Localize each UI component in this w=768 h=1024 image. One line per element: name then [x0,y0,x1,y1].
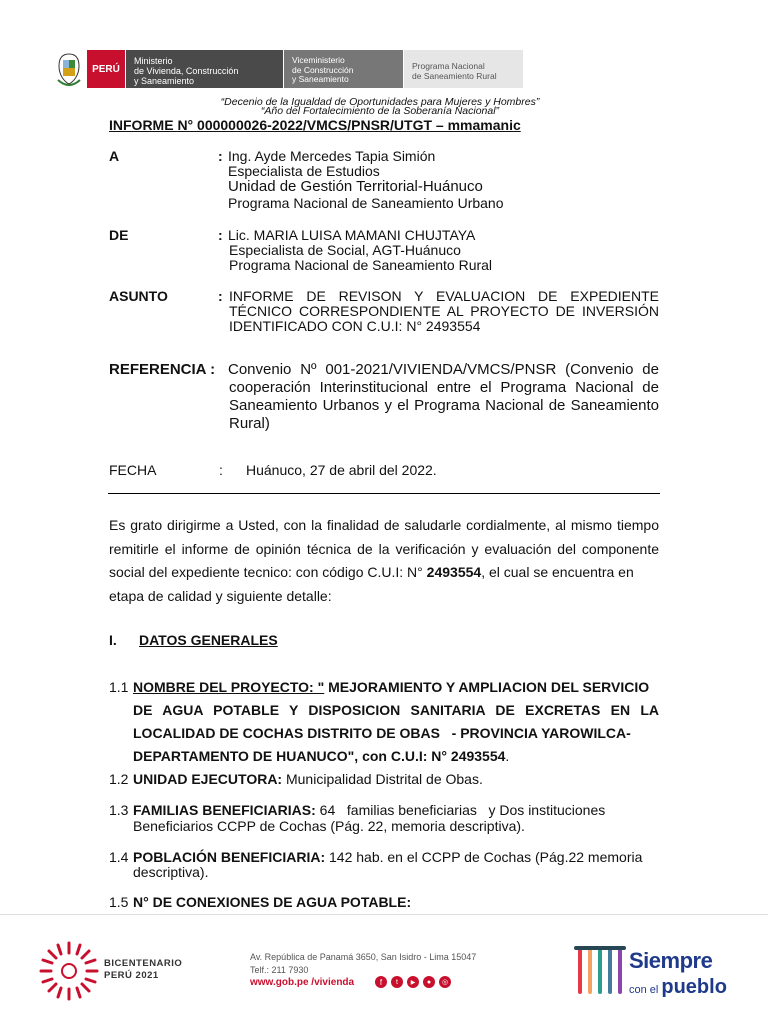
item-1-3-line-1 [133,802,605,818]
from-role: Especialista de Social, AGT-Huánuco [229,242,461,258]
to-program: Programa Nacional de Saneamiento Urbano [228,195,504,211]
item-1-4-number: 1.4 [109,849,129,865]
item-1-4-line-2: descriptiva). [133,864,209,880]
footer-website[interactable]: www.gob.pe /vivienda [250,977,355,988]
intro-line-3 [109,564,659,580]
slogan-year: “Año del Fortalecimiento de la Soberanía Nacional” [260,105,500,117]
report-title: INFORME N° 000000026-2022/VMCS/PNSR/UTGT – mmamanic [109,117,521,133]
subject-colon: : [218,288,223,304]
intro-line-2: remitirle el informe de opinión técnica de la verificación y evaluación del componente [109,541,659,557]
intro-text-a: social del expediente tecnico: con código C.U.I: N° [109,564,427,580]
reference-line-2: cooperación Interinstitucional entre el Programa Nacional de [229,379,659,396]
pueblo-text: pueblo [661,976,727,998]
from-colon: : [218,227,223,243]
date-colon: : [219,462,223,478]
cui-code: 2493554 [426,564,482,580]
intro-line-4: etapa de calidad y siguiente detalle: [109,588,332,604]
con-el-text: con el [629,984,659,996]
siempre-logo-icon [574,942,626,998]
twitter-icon[interactable]: t [391,976,403,988]
social-icons [375,976,451,988]
item-1-5-number: 1.5 [109,894,129,910]
item-1-2-number: 1.2 [109,771,129,787]
coat-of-arms-icon [55,50,83,88]
section-number: I. [109,632,117,648]
item-1-4-line-1 [133,849,642,865]
item-1-1-number: 1.1 [109,679,129,695]
from-name: Lic. MARIA LUISA MAMANI CHUJTAYA [228,227,476,243]
ministry-logo [55,50,523,88]
item-1-2-line [133,771,483,787]
to-unit: Unidad de Gestión Territorial-Huánuco [228,178,483,195]
families-label: FAMILIAS BENEFICIARIAS: [133,802,316,818]
project-name-part-1: MEJORAMIENTO Y AMPLIACION DEL SERVICIO [324,679,650,695]
date-value: Huánuco, 27 de abril del 2022. [246,462,437,478]
subject-line-2: TÉCNICO CORRESPONDIENTE AL PROYECTO DE INVERSIÓN [229,303,659,319]
footer-divider [0,914,768,915]
program-name: Programa Nacional de Saneamiento Rural [403,50,523,88]
date-label: FECHA [109,462,157,478]
to-name: Ing. Ayde Mercedes Tapia Simión [228,148,436,164]
item-1-3-line-2: Beneficiarios CCPP de Cochas (Pág. 22, memoria descriptiva). [133,818,525,834]
subject-line-3: IDENTIFICADO CON C.U.I: N° 2493554 [229,318,481,334]
instagram-icon[interactable]: ◎ [439,976,451,988]
bicentenario-title: BICENTENARIO [104,958,183,969]
item-1-1-line-4 [133,748,509,764]
flickr-icon[interactable]: ● [423,976,435,988]
families-value: 64 familias beneficiarias y Dos instituciones [315,802,606,818]
footer-phone: Telf.: 211 7930 [250,965,309,975]
subject-label: ASUNTO [109,288,168,304]
reference-line-3: Saneamiento Urbanos y el Programa Nacional de Saneamiento [229,397,659,414]
item-1-5-label: N° DE CONEXIONES DE AGUA POTABLE: [133,894,412,910]
bicentenario-emblem-icon [38,940,100,1002]
section-title: DATOS GENERALES [139,632,278,648]
project-name-label: NOMBRE DEL PROYECTO: " [133,679,325,695]
intro-text-c: , el cual se encuentra en [481,564,634,580]
population-value: 142 hab. en el CCPP de Cochas (Pág.22 memoria [325,849,643,865]
reference-line-4: Rural) [229,415,270,432]
from-label: DE [109,227,129,243]
project-name-part-4: DEPARTAMENTO DE HUANUCO", con C.U.I: N° 2493554 [133,748,506,764]
item-1-1-line-1 [133,679,659,695]
population-label: POBLACIÓN BENEFICIARIA: [133,849,326,865]
footer-address: Av. República de Panamá 3650, San Isidro - Lima 15047 [250,952,477,962]
to-label: A [109,148,120,164]
bicentenario-year: PERÚ 2021 [104,970,159,981]
intro-line-1: Es grato dirigirme a Usted, con la finalidad de saludarle cordialmente, al mismo tiempo [109,517,659,533]
youtube-icon[interactable]: ▶ [407,976,419,988]
subject-line-1: INFORME DE REVISON Y EVALUACION DE EXPEDIENTE [229,288,659,304]
slogan-pueblo [629,976,727,999]
item-1-1-line-2: DE AGUA POTABLE Y DISPOSICION SANITARIA DE EXCRETAS EN LA [133,702,659,718]
peru-badge: PERÚ [87,50,125,88]
to-role: Especialista de Estudios [228,163,380,179]
to-colon: : [218,148,223,164]
executing-unit-value: Municipalidad Distrital de Obas. [282,771,483,787]
siempre-text: Siempre [629,948,713,973]
from-program: Programa Nacional de Saneamiento Rural [229,257,493,273]
reference-label: REFERENCIA : [109,361,216,378]
viceministry-name: Viceministerio de Construcción y Saneamiento [283,50,403,88]
project-name-end: . [505,748,510,764]
facebook-icon[interactable]: f [375,976,387,988]
header-divider [108,493,660,494]
slogan-decade: “Decenio de la Igualdad de Oportunidades para Mujeres y Hombres” [220,96,540,108]
ministry-name: Ministerio de Vivienda, Construcción y Saneamiento [125,50,283,88]
item-1-1-line-3: LOCALIDAD DE COCHAS DISTRITO DE OBAS - PROVINCIA YAROWILCA- [133,725,631,741]
item-1-3-number: 1.3 [109,802,129,818]
reference-line-1: Convenio Nº 001-2021/VIVIENDA/VMCS/PNSR (Convenio de [228,361,659,378]
executing-unit-label: UNIDAD EJECUTORA: [133,771,283,787]
